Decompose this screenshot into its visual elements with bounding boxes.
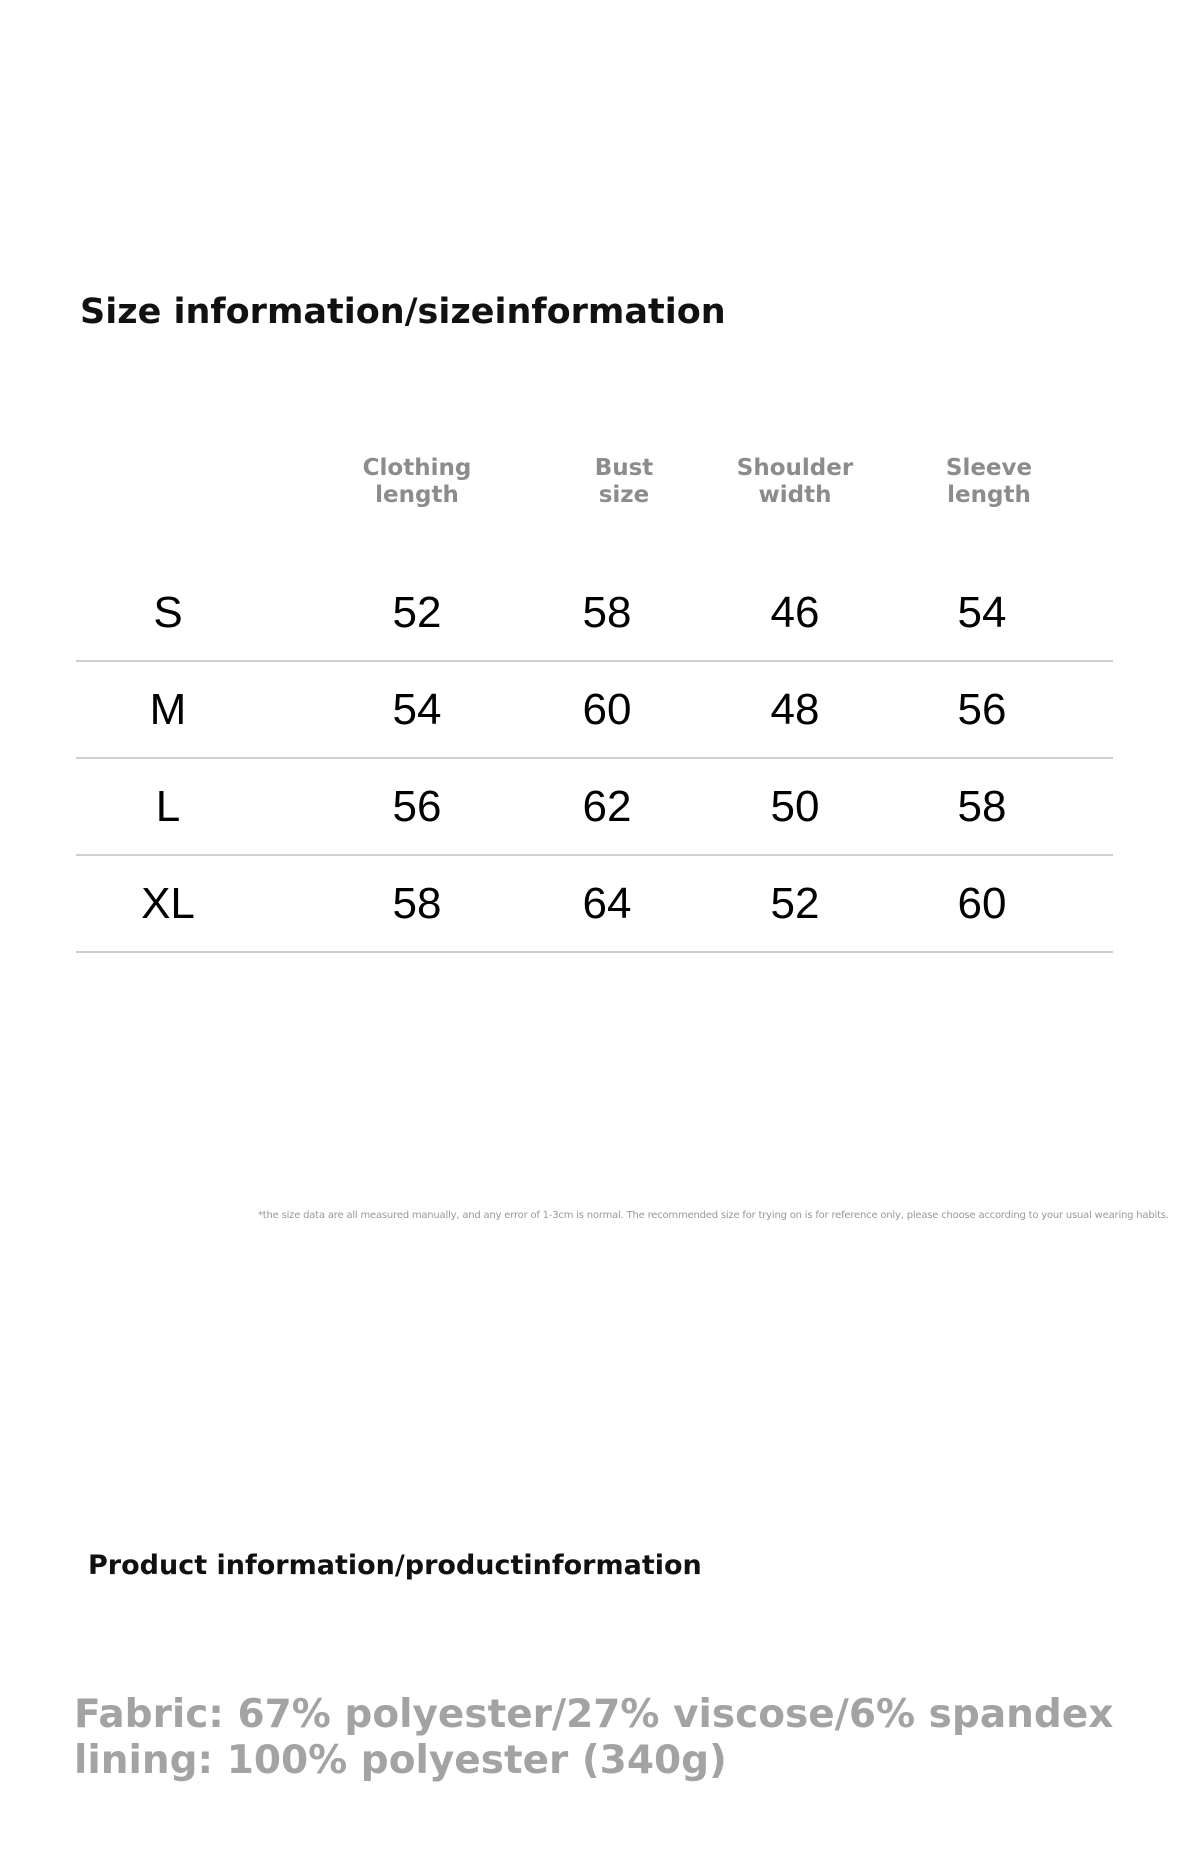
table-cell: 50 (770, 782, 820, 831)
size-label: XL (141, 879, 195, 928)
table-cell: 46 (770, 588, 820, 637)
table-cell: 58 (957, 782, 1007, 831)
column-header-clothing-length (332, 455, 502, 509)
lining-composition: lining: 100% polyester (340g) (74, 1738, 727, 1783)
table-cell: 58 (582, 588, 632, 637)
column-header-line: Bust (594, 455, 654, 481)
table-cell: 60 (582, 685, 632, 734)
size-label: M (149, 685, 187, 734)
fabric-composition: Fabric: 67% polyester/27% viscose/6% spandex (74, 1692, 1114, 1737)
product-information-title: Product information/productinformation (88, 1550, 702, 1581)
column-header-bust-size (539, 455, 709, 509)
column-header-line: size (598, 482, 650, 508)
table-cell: 60 (957, 879, 1007, 928)
column-header-line: length (947, 482, 1031, 508)
column-header-line: Shoulder (736, 455, 854, 481)
size-disclaimer-note: *the size data are all measured manually, and any error of 1-3cm is normal. The recommended size for trying on is for reference only, please choose according to your usual wearing habits. (258, 1210, 1169, 1221)
column-header-line: Clothing (362, 455, 472, 481)
table-row (76, 759, 1113, 856)
table-row (76, 565, 1113, 662)
size-label: L (155, 782, 181, 831)
column-header-line: width (758, 482, 832, 508)
column-header-shoulder-width (710, 455, 880, 509)
table-cell: 64 (582, 879, 632, 928)
table-cell: 52 (392, 588, 442, 637)
table-cell: 56 (957, 685, 1007, 734)
size-label: S (153, 588, 183, 637)
table-row (76, 856, 1113, 953)
table-cell: 56 (392, 782, 442, 831)
table-cell: 62 (582, 782, 632, 831)
table-cell: 54 (957, 588, 1007, 637)
size-information-title: Size information/sizeinformation (80, 292, 726, 332)
column-header-sleeve-length (904, 455, 1074, 509)
column-header-line: length (375, 482, 459, 508)
table-cell: 58 (392, 879, 442, 928)
size-table (76, 565, 1113, 953)
column-header-line: Sleeve (945, 455, 1033, 481)
table-cell: 52 (770, 879, 820, 928)
table-row (76, 662, 1113, 759)
table-cell: 48 (770, 685, 820, 734)
table-cell: 54 (392, 685, 442, 734)
